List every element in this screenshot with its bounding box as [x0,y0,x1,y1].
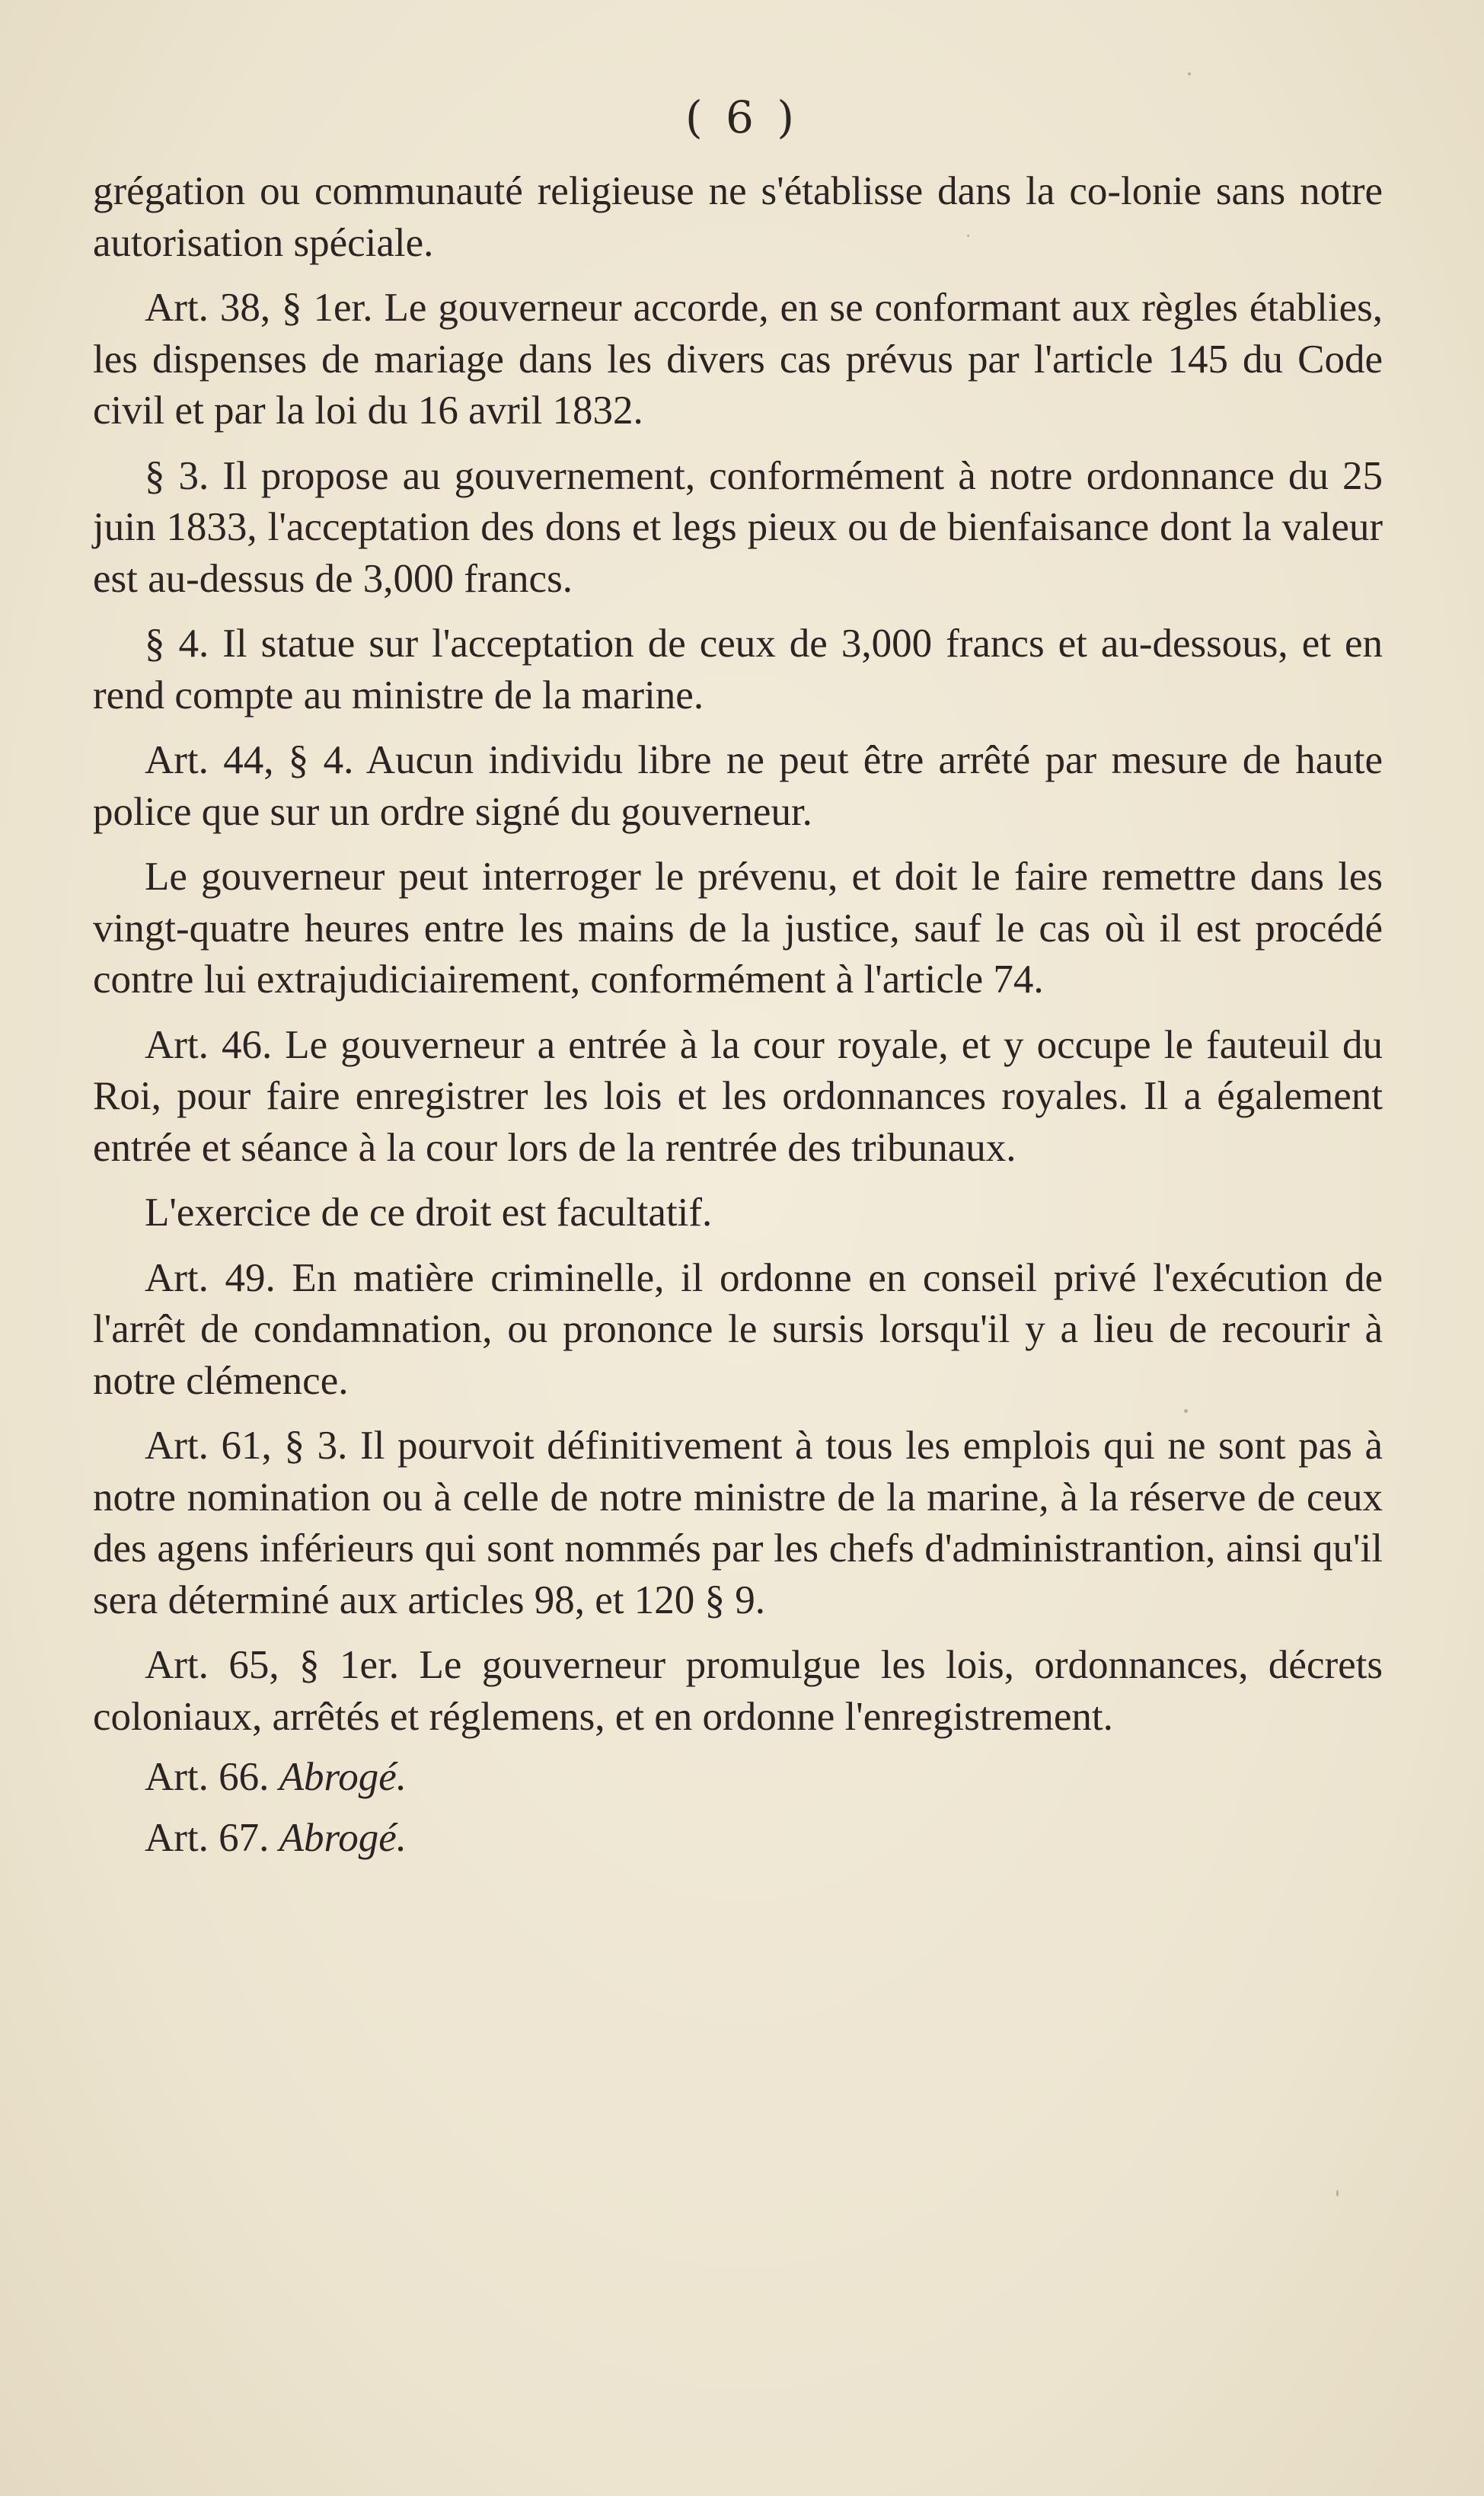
paragraph: Le gouverneur peut interroger le prévenu, et doit le faire remettre dans les vingt-quatre heures entre les mains de la justice, sauf le cas où il est procédé contre lui extrajudiciairement, conformément à l'article 74. [93,855,1383,1002]
article-entry [93,1752,1383,1804]
paragraph: Art. 46. Le gouverneur a entrée à la cour royale, et y occupe le fauteuil du Roi, pour faire enregistrer les lois et les ordonnances royales. Il a également entrée et séance à la cour lors de la rentrée des tribunaux. [93,1022,1383,1170]
paragraph: Art. 44, § 4. Aucun individu libre ne peut être arrêté par mesure de haute police que sur un ordre signé du gouverneur. [93,738,1383,834]
paper-speck [1336,2190,1339,2197]
abroge-note: Abrogé. [279,1815,407,1860]
article-label: Art. 67. [145,1815,270,1860]
paragraph: L'exercice de ce droit est facultatif. [145,1190,713,1235]
article-entry [93,1813,1383,1865]
paragraph: Art. 65, § 1er. Le gouverneur promulgue les lois, ordonnances, décrets coloniaux, arrêtés et réglemens, et en ordonne l'enregistrement. [93,1643,1383,1739]
paper-speck [1184,1409,1188,1413]
paragraph: Art. 61, § 3. Il pourvoit définitivement à tous les emplois qui ne sont pas à notre nomination ou à celle de notre ministre de la marine, à la réserve de ceux des agens inférieurs qui sont nommés par les chefs d'administrantion, ainsi qu'il sera déterminé aux articles 98, et 120 § 9. [93,1424,1383,1622]
paper-speck [967,235,969,237]
paragraph: § 3. Il propose au gouvernement, conformément à notre ordonnance du 25 juin 1833, l'acceptation des dons et legs pieux ou de bienfaisance dont la valeur est au-dessus de 3,000 francs. [93,453,1383,601]
paragraph: Art. 49. En matière criminelle, il ordonne en conseil privé l'exécution de l'arrêt de condamnation, ou prononce le sursis lorsqu'il y a lieu de recourir à notre clémence. [93,1255,1383,1403]
paragraph: § 4. Il statue sur l'acceptation de ceux de 3,000 francs et au-dessous, et en rend compte au ministre de la marine. [93,622,1383,717]
body-text [93,166,1383,1864]
paper-speck [1188,72,1191,75]
abroge-note: Abrogé. [279,1755,407,1799]
article-label: Art. 66. [145,1755,270,1799]
paragraph: grégation ou communauté religieuse ne s'établisse dans la co-lonie sans notre autorisation spéciale. [93,169,1383,265]
page-number: ( 6 ) [685,91,799,143]
paragraph: Art. 38, § 1er. Le gouverneur accorde, en se conformant aux règles établies, les dispenses de mariage dans les divers cas prévus par l'article 145 du Code civil et par la loi du 16 avril 1832. [93,286,1383,433]
